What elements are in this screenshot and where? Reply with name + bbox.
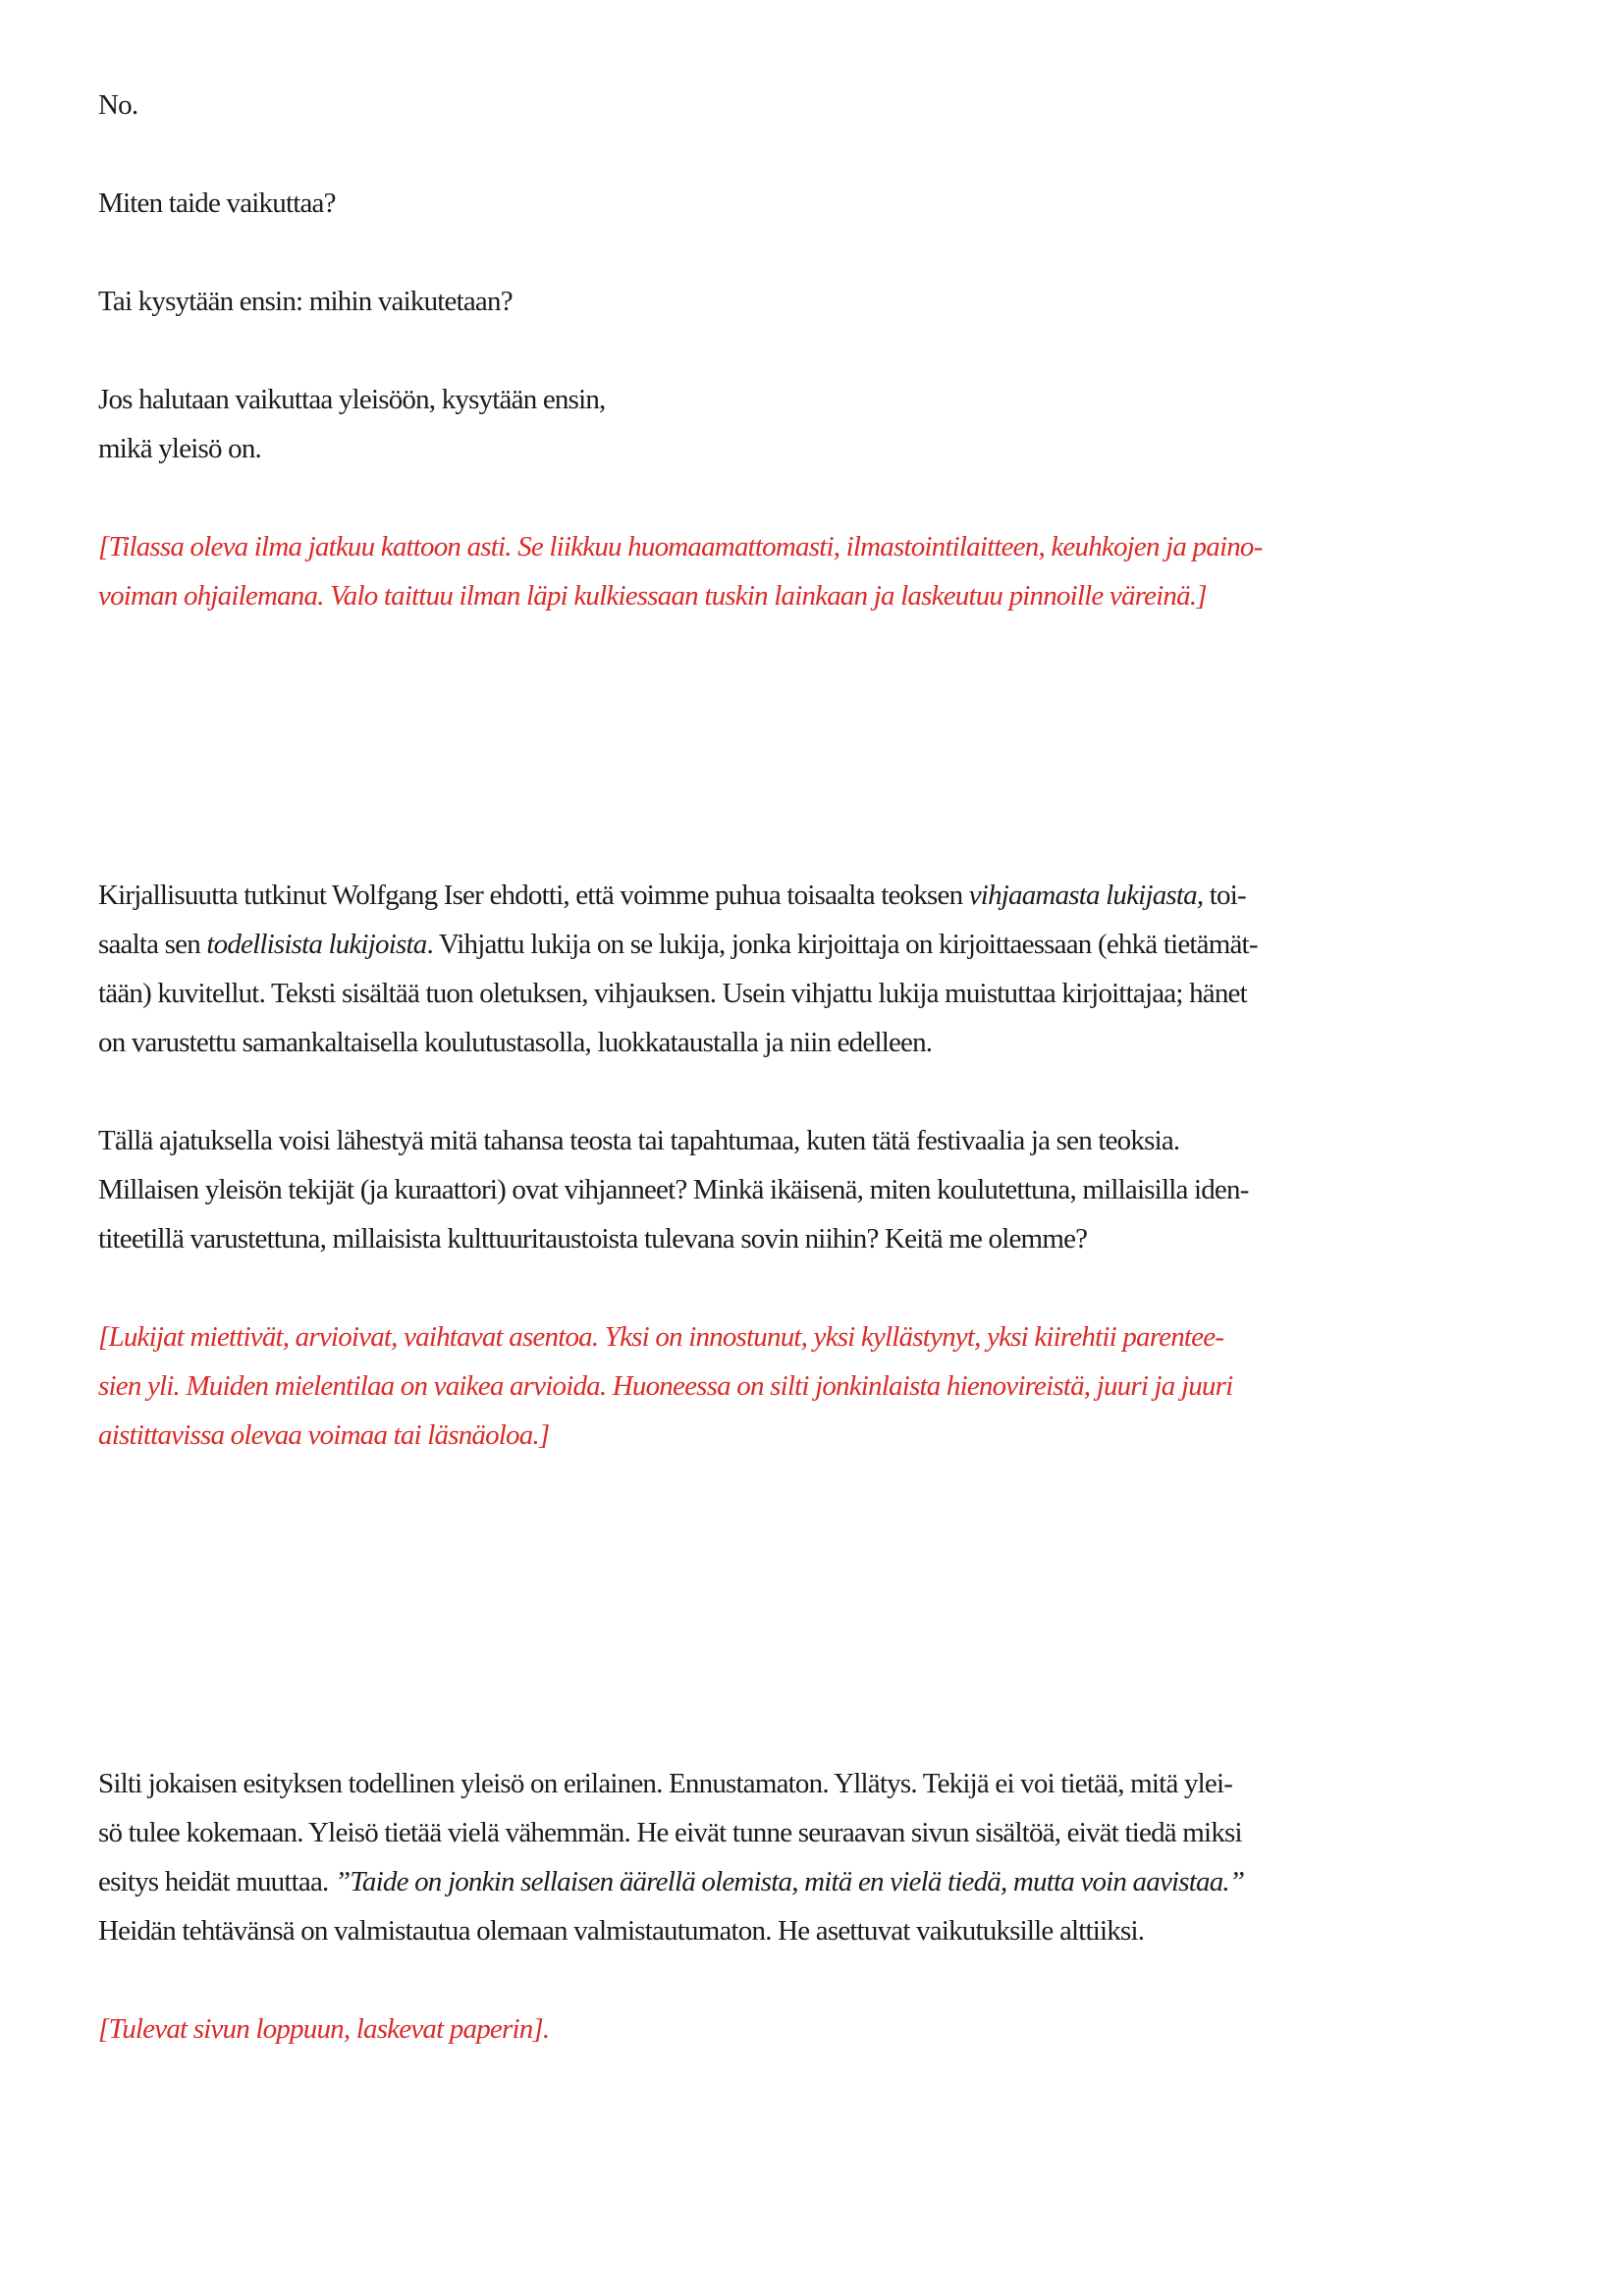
text-run: Heidän tehtävänsä on valmistautua olemaan valmistautumaton. He asettuvat vaikutuksille alttiiksi. bbox=[98, 1915, 1145, 1947]
stage-direction-page-end bbox=[98, 2004, 1526, 2054]
text-run: titeetillä varustettuna, millaisista kulttuuritaustoista tulevana sovin niihin? Keitä me olemme? bbox=[98, 1223, 1088, 1255]
text-run: [Tilassa oleva ilma jatkuu kattoon asti. Se liikkuu huomaamattomasti, ilmastointilaitteen, keuhkojen ja paino- bbox=[98, 531, 1263, 562]
text-run: tään) kuvitellut. Teksti sisältää tuon oletuksen, vihjauksen. Usein vihjattu lukija muistuttaa kirjoittajaa; hänet bbox=[98, 978, 1247, 1009]
paragraph-what-is-audience bbox=[98, 375, 1526, 473]
text-run: toi- bbox=[1203, 880, 1246, 911]
paragraph-wolfgang-iser bbox=[98, 871, 1526, 1067]
text-run: Tai kysytään ensin: mihin vaikutetaan? bbox=[98, 286, 513, 317]
text-run: . Vihjattu lukija on se lukija, jonka kirjoittaja on kirjoittaessaan (ehkä tietämät- bbox=[426, 929, 1258, 960]
text-run: Miten taide vaikuttaa? bbox=[98, 187, 336, 219]
text-run: esitys heidät muuttaa. bbox=[98, 1866, 335, 1897]
paragraph-festival-audience bbox=[98, 1116, 1526, 1263]
text-run: saalta sen bbox=[98, 929, 207, 960]
text-run: sö tulee kokemaan. Yleisö tietää vielä vähemmän. He eivät tunne seuraavan sivun sisältöä, eivät tiedä miksi bbox=[98, 1817, 1242, 1848]
stage-direction-air bbox=[98, 522, 1526, 620]
text-run: Jos halutaan vaikuttaa yleisöön, kysytään ensin, bbox=[98, 384, 606, 415]
text-run: Kirjallisuutta tutkinut Wolfgang Iser ehdotti, että voimme puhua toisaalta teoksen bbox=[98, 880, 969, 911]
text-run: [Lukijat miettivät, arvioivat, vaihtavat asentoa. Yksi on innostunut, yksi kyllästynyt, yksi kiirehtii parentee- bbox=[98, 1321, 1224, 1353]
text-run: sien yli. Muiden mielentilaa on vaikea arvioida. Huoneessa on silti jonkinlaista hienovireistä, juuri ja juuri bbox=[98, 1370, 1233, 1402]
text-run: Silti jokaisen esityksen todellinen yleisö on erilainen. Ennustamaton. Yllätys. Tekijä ei voi tietää, mitä ylei- bbox=[98, 1768, 1233, 1799]
text-run: No. bbox=[98, 89, 138, 121]
paragraph-real-audience bbox=[98, 1759, 1526, 1955]
text-run: todellisista lukijoista bbox=[206, 929, 427, 960]
text-run: vihjaamasta lukijasta, bbox=[968, 880, 1204, 911]
text-run: ”Taide on jonkin sellaisen äärellä olemista, mitä en vielä tiedä, mutta voin aavistaa.” bbox=[334, 1866, 1245, 1897]
text-run: Millaisen yleisön tekijät (ja kuraattori) ovat vihjanneet? Minkä ikäisenä, miten koulutettuna, millaisilla iden- bbox=[98, 1174, 1249, 1205]
text-run: [Tulevat sivun loppuun, laskevat paperin]. bbox=[98, 2013, 550, 2045]
text-run: voiman ohjailemana. Valo taittuu ilman läpi kulkiessaan tuskin lainkaan ja laskeutuu pinnoille väreinä.] bbox=[98, 580, 1207, 612]
stage-direction-readers bbox=[98, 1312, 1526, 1460]
paragraph-answer-no bbox=[98, 80, 1526, 130]
text-run: Tällä ajatuksella voisi lähestyä mitä tahansa teosta tai tapahtumaa, kuten tätä festivaalia ja sen teoksia. bbox=[98, 1125, 1180, 1156]
paragraph-question-what-is-affected bbox=[98, 277, 1526, 326]
text-run: on varustettu samankaltaisella koulutustasolla, luokkataustalla ja niin edelleen. bbox=[98, 1027, 933, 1058]
text-run: mikä yleisö on. bbox=[98, 433, 262, 464]
paragraph-question-how-art-affects bbox=[98, 179, 1526, 228]
text-run: aistittavissa olevaa voimaa tai läsnäoloa.] bbox=[98, 1419, 550, 1451]
